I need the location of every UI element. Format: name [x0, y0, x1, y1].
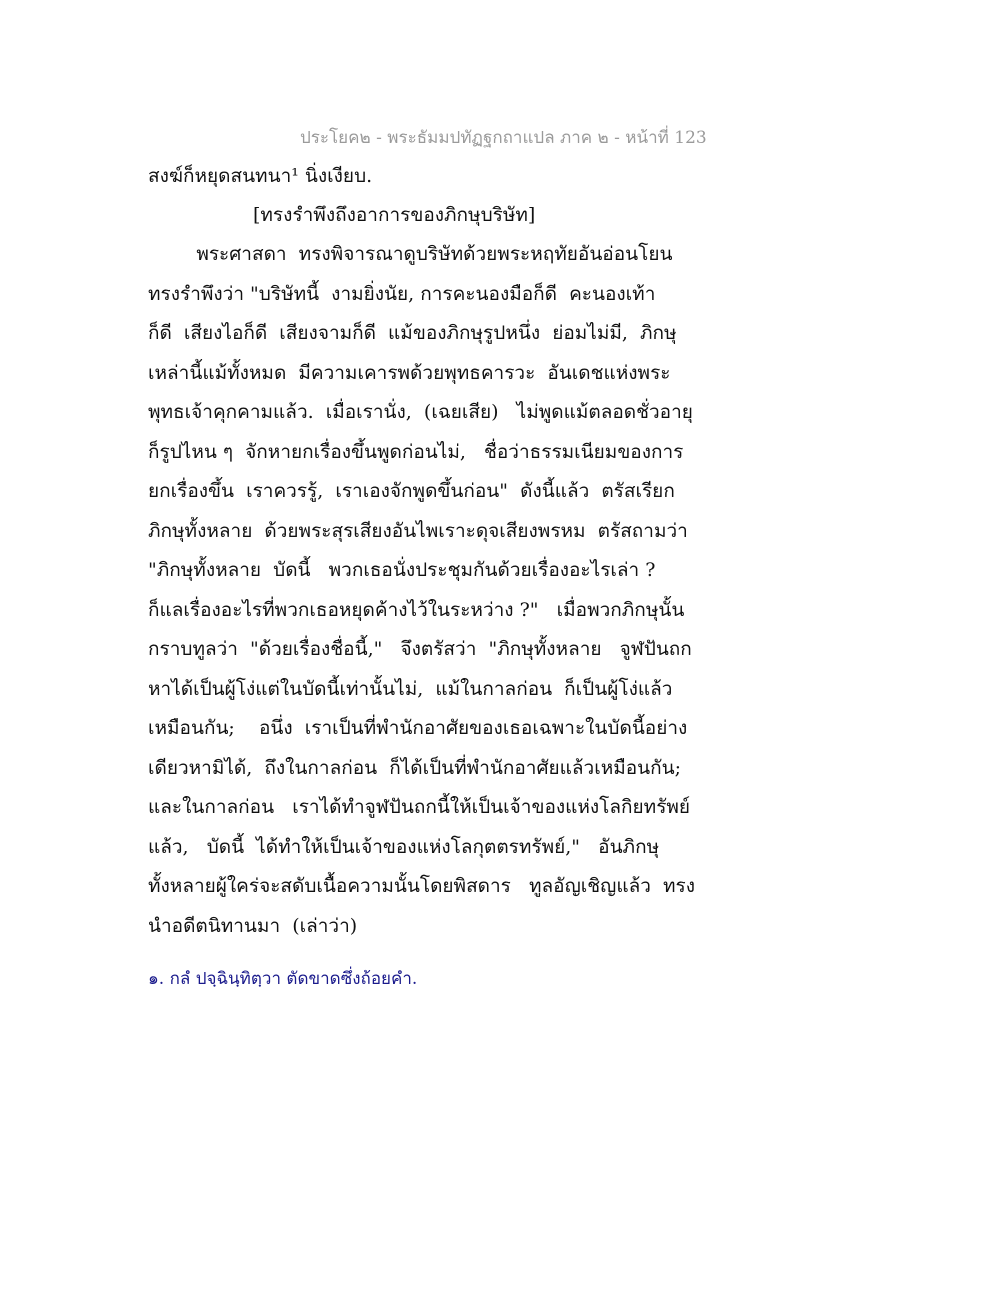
- paragraph-line: แล้ว, บัดนี้ ได้ทำให้เป็นเจ้าของแห่งโลกุตตรทรัพย์," อันภิกษุ: [148, 836, 660, 858]
- paragraph-line: "ภิกษุทั้งหลาย บัดนี้ พวกเธอนั่งประชุมกันด้วยเรื่องอะไรเล่า ?: [148, 559, 656, 581]
- paragraph-line: เดียวหามิได้, ถึงในกาลก่อน ก็ได้เป็นที่พำนักอาศัยแล้วเหมือนกัน;: [148, 757, 682, 779]
- paragraph-line: หาได้เป็นผู้โง่แต่ในบัดนี้เท่านั้นไม่, แม้ในกาลก่อน ก็เป็นผู้โง่แล้ว: [148, 678, 673, 700]
- paragraph-line: กราบทูลว่า "ด้วยเรื่องชื่อนี้," จึงตรัสว่า "ภิกษุทั้งหลาย จูฬปันถก: [148, 638, 692, 660]
- paragraph-line: ยกเรื่องขึ้น เราควรรู้, เราเองจักพูดขึ้นก่อน" ดังนี้แล้ว ตรัสเรียก: [148, 480, 675, 502]
- paragraph-line: พุทธเจ้าคุกคามแล้ว. เมื่อเรานั่ง, (เฉยเสีย) ไม่พูดแม้ตลอดชั่วอายุ: [148, 401, 693, 423]
- paragraph-line: นำอดีตนิทานมา (เล่าว่า): [148, 915, 358, 937]
- opening-line: สงฆ์ก็หยุดสนทนา¹ นิ่งเงียบ.: [148, 165, 373, 187]
- paragraph-line: ภิกษุทั้งหลาย ด้วยพระสุรเสียงอันไพเราะดุจเสียงพรหม ตรัสถามว่า: [148, 520, 688, 542]
- paragraph-line: เหมือนกัน; อนึ่ง เราเป็นที่พำนักอาศัยของเธอเฉพาะในบัดนี้อย่าง: [148, 717, 688, 739]
- footnote: ๑. กลํ ปจฺฉินฺทิตฺวา ตัดขาดซึ่งถ้อยคำ.: [148, 969, 418, 989]
- paragraph-line: พระศาสดา ทรงพิจารณาดูบริษัทด้วยพระหฤทัยอันอ่อนโยน: [148, 243, 673, 265]
- paragraph-line: เหล่านี้แม้ทั้งหมด มีความเคารพด้วยพุทธคารวะ อันเดชแห่งพระ: [148, 362, 671, 384]
- section-heading: [ทรงรำพึงถึงอาการของภิกษุบริษัท]: [253, 204, 536, 226]
- paragraph-line: ก็ดี เสียงไอก็ดี เสียงจามก็ดี แม้ของภิกษุรูปหนึ่ง ย่อมไม่มี, ภิกษุ: [148, 322, 677, 344]
- paragraph-line: ทรงรำพึงว่า "บริษัทนี้ งามยิ่งนัย, การคะนองมือก็ดี คะนองเท้า: [148, 283, 656, 305]
- running-header: ประโยค๒ - พระธัมมปทัฏฐกถาแปล ภาค ๒ - หน้าที่ 123: [300, 128, 707, 148]
- paragraph-line: ก็รูปไหน ๆ จักหายกเรื่องขึ้นพูดก่อนไม่, ชื่อว่าธรรมเนียมของการ: [148, 441, 684, 463]
- paragraph-line: ก็แลเรื่องอะไรที่พวกเธอหยุดค้างไว้ในระหว่าง ?" เมื่อพวกภิกษุนั้น: [148, 599, 685, 621]
- paragraph-line: ทั้งหลายผู้ใคร่จะสดับเนื้อความนั้นโดยพิสดาร ทูลอัญเชิญแล้ว ทรง: [148, 875, 695, 897]
- paragraph-line: และในกาลก่อน เราได้ทำจูฬปันถกนี้ให้เป็นเจ้าของแห่งโลกิยทรัพย์: [148, 796, 691, 818]
